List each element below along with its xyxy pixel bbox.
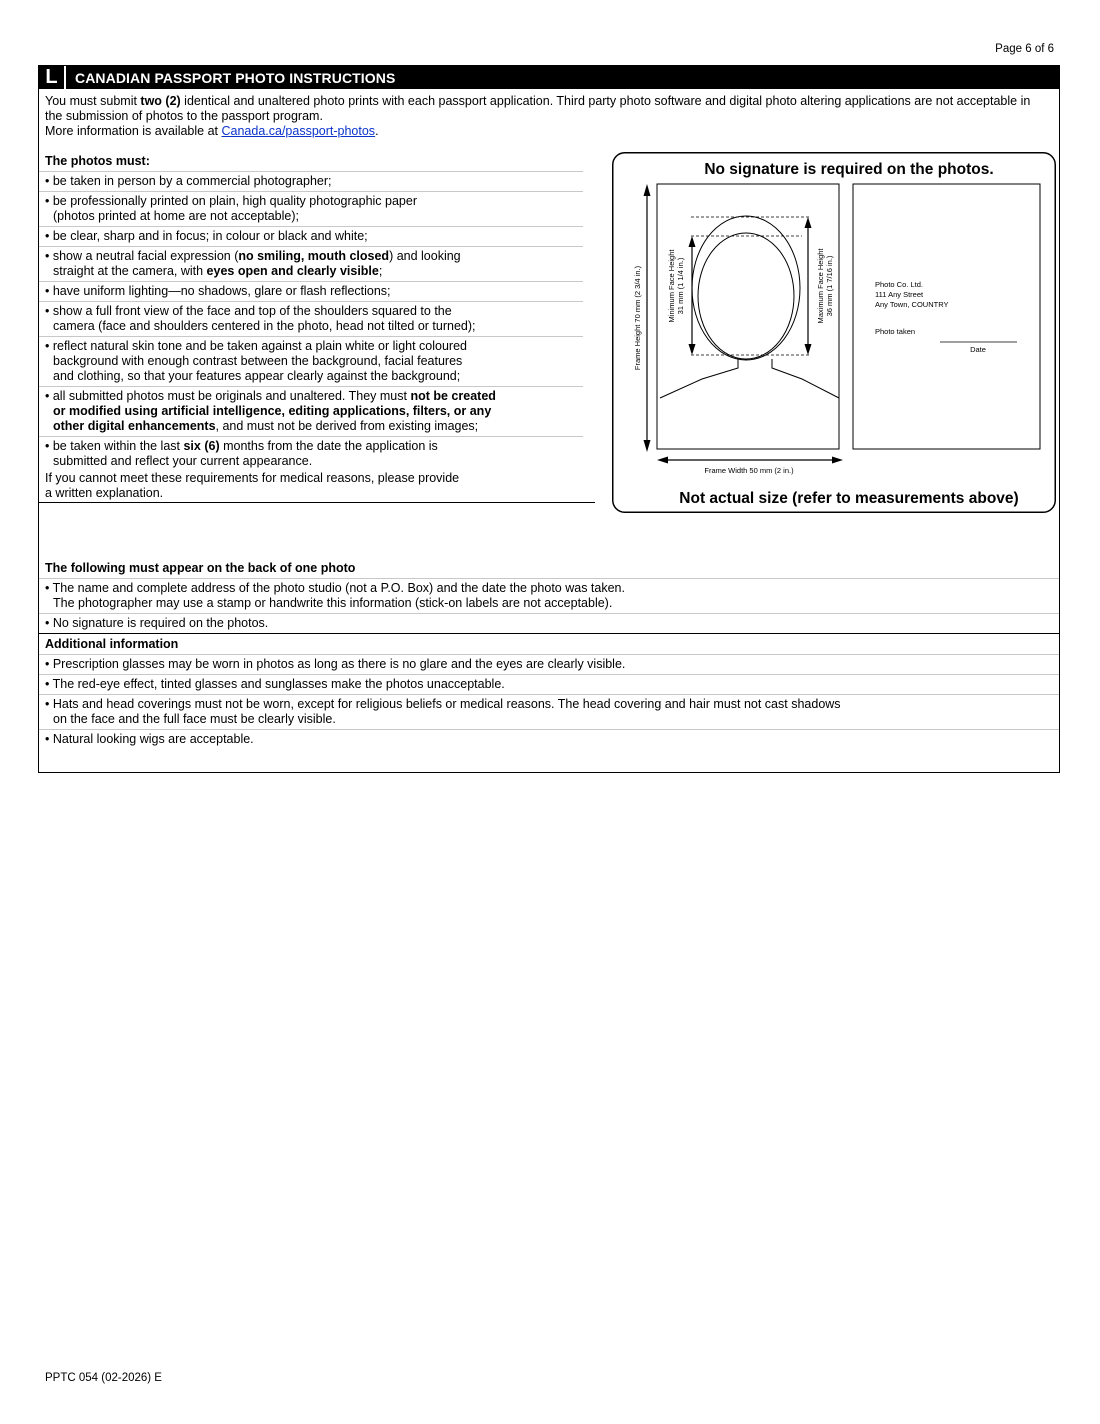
min-face-label-2: 31 mm (1 1/4 in.) [676,257,685,315]
list-item: • Hats and head coverings must not be worn, except for religious beliefs or medical reasons. The head covering and hair must not cast shadows on the face and the full face must be clearly visible. [39,695,1059,730]
list-item: • Natural looking wigs are acceptable. [45,732,254,746]
photo-taken-label: Photo taken [875,327,916,336]
date-label: Date [970,345,986,354]
page-number: Page 6 of 6 [995,43,1054,55]
no-signature-caption: No signature is required on the photos. [704,161,994,178]
intro-text [39,89,1059,139]
list-item: • The name and complete address of the photo studio (not a P.O. Box) and the date the photo was taken. The photographer may use a stamp or handwrite this information (stick-on labels are not acceptable). [39,579,1059,614]
studio-town: Any Town, COUNTRY [875,300,949,309]
max-face-label-2: 36 mm (1 7/16 in.) [825,255,834,317]
photo-diagram-svg [612,152,1056,513]
section-header [39,66,1059,89]
frame-height-label: Frame Height 70 mm (2 3/4 in.) [633,265,642,371]
studio-name: Photo Co. Ltd. [875,280,923,289]
photo-diagram [612,152,1056,513]
min-face-label-1: Minimum Face Height [667,249,676,323]
passport-photos-link[interactable]: Canada.ca/passport-photos [221,124,376,138]
frame-width-label: Frame Width 50 mm (2 in.) [704,466,794,475]
not-actual-size-caption: Not actual size (refer to measurements above) [679,490,1019,507]
back-of-photo-title: The following must appear on the back of one photo [39,558,1059,579]
section-title: CANADIAN PASSPORT PHOTO INSTRUCTIONS [75,69,396,86]
section-letter: L [39,66,66,89]
intro-paragraph-1: You must submit two (2) identical and unaltered photo prints with each passport application. Third party photo software and digital photo altering applications are not acceptable in the submission of photos to the passport program. [45,94,1031,123]
list-item: • all submitted photos must be originals and unaltered. They must not be created or modified using artificial intelligence, editing applications, filters, or any other digital enhancements, and must not be derived from existing images; [39,387,583,437]
section-l-frame [38,65,1060,773]
intro-paragraph-2: More information is available at Canada.ca/passport-photos. [45,124,379,138]
list-item: • be professionally printed on plain, high quality photographic paper (photos printed at home are not acceptable); [39,192,583,227]
medical-note: If you cannot meet these requirements for medical reasons, please provide a written explanation. [39,471,595,503]
max-face-label-1: Maximum Face Height [816,248,825,324]
photos-must-list [39,154,583,503]
list-item: • The red-eye effect, tinted glasses and sunglasses make the photos unacceptable. [39,675,1059,695]
list-item: • show a full front view of the face and top of the shoulders squared to the camera (face and shoulders centered in the photo, head not tilted or turned); [39,302,583,337]
list-item: • show a neutral facial expression (no smiling, mouth closed) and looking straight at the camera, with eyes open and clearly visible; [39,247,583,282]
list-item: • be taken within the last six (6) months from the date the application is submitted and reflect your current appearance. [45,439,438,468]
form-code: PPTC 054 (02-2026) E [45,1372,162,1384]
studio-street: 111 Any Street [875,290,924,299]
list-item: • Prescription glasses may be worn in photos as long as there is no glare and the eyes are clearly visible. [39,655,1059,675]
list-item: • No signature is required on the photos. [39,614,1059,634]
list-item: • reflect natural skin tone and be taken against a plain white or light coloured background with enough contrast between the background, facial features and clothing, so that your features appear clearly against the background; [39,337,583,387]
list-item: • be clear, sharp and in focus; in colour or black and white; [39,227,583,247]
photos-must-title: The photos must: [39,154,583,172]
additional-info-title: Additional information [39,634,1059,655]
back-of-photo-section [39,558,1059,749]
list-item: • be taken in person by a commercial photographer; [39,172,583,192]
list-item: • have uniform lighting—no shadows, glare or flash reflections; [39,282,583,302]
